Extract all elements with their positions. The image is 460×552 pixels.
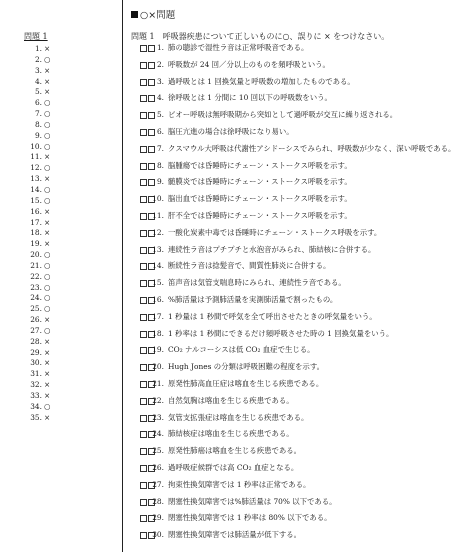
question-text: 肝不全では昏睡時にチェーン・ストークス呼吸を示す。: [168, 210, 352, 220]
answer-mark: ×: [44, 347, 51, 357]
answer-mark: ×: [44, 206, 51, 216]
answer-row: [18, 44, 118, 55]
question-text: 原発性肺癌は喀血を生じる疾患である。: [168, 446, 302, 456]
answer-row: [18, 337, 118, 348]
question-text: 笛声音は気管支喘息時にみられ、連続性ラ音である。: [168, 278, 346, 288]
question-text: CO₂ ナルコーシスは低 CO₂ 血症で生じる。: [168, 345, 315, 355]
answer-mark: ×: [44, 152, 51, 162]
answer-row: [18, 218, 118, 229]
answer-checkbox[interactable]: [140, 230, 147, 237]
question-number: 12.: [152, 227, 164, 237]
question-number: 11.: [152, 210, 164, 220]
question-text: 原発性肺高血圧症は喀血を生じる疾患である。: [168, 378, 324, 388]
answer-row: [18, 109, 118, 120]
question-text: 肺結核症は喀血を生じる疾患である。: [168, 429, 294, 439]
answer-row: [18, 315, 118, 326]
answer-number: 16.: [30, 206, 42, 216]
question-text: 呼吸数が 24 回／分以上のものを頻呼吸という。: [168, 59, 330, 69]
answer-mark: ○: [44, 109, 51, 119]
answer-number: 8.: [34, 119, 42, 129]
column-divider: [122, 0, 123, 552]
question-item: [131, 278, 457, 288]
answer-checkbox[interactable]: [140, 179, 147, 186]
answer-number: 25.: [30, 304, 42, 314]
answer-row: [18, 326, 118, 337]
answer-number: 29.: [30, 347, 42, 357]
question-number: 1.: [156, 43, 164, 52]
answer-mark: ○: [44, 271, 51, 281]
question-number: 23.: [152, 412, 164, 422]
answer-mark: ○: [44, 293, 51, 303]
answer-row: [18, 185, 118, 196]
answer-row: [18, 380, 118, 391]
answer-mark: ×: [44, 369, 51, 379]
answer-mark: ○: [44, 98, 51, 108]
answer-row: [18, 174, 118, 185]
answer-mark: ×: [44, 217, 51, 227]
question-item: [131, 379, 457, 389]
question-text: 閉塞性換気障害では 1 秒率は 80% 以下である。: [168, 513, 332, 523]
answer-number: 20.: [30, 250, 42, 260]
question-item: [131, 480, 457, 490]
question-number: 8.: [156, 160, 164, 170]
question-text: 気管支拡張症は喀血を生じる疾患である。: [168, 412, 309, 422]
answer-mark: ○: [44, 195, 51, 205]
question-number: 6.: [156, 126, 164, 136]
question-number: 14.: [152, 261, 164, 271]
question-item: [131, 77, 457, 87]
question-item: [131, 127, 457, 137]
answer-mark: ×: [44, 228, 51, 238]
black-square-icon: [131, 11, 138, 18]
question-number: 4.: [156, 93, 164, 103]
question-text: 肺の聴診で湿性ラ音は正常呼吸音である。: [168, 43, 309, 52]
question-text: ビオー呼吸は無呼吸期から突如として過呼吸が交互に繰り返される。: [168, 110, 398, 120]
answer-row: [18, 87, 118, 98]
answer-mark: ○: [44, 119, 51, 129]
question-list: [131, 43, 457, 547]
question-text: 脳圧亢進の場合は徐呼吸になり易い。: [168, 126, 294, 136]
answer-checkbox[interactable]: [140, 247, 147, 254]
answer-number: 35.: [30, 412, 42, 422]
answer-number: 26.: [30, 315, 42, 325]
answer-checkbox[interactable]: [140, 448, 147, 455]
answer-key-panel: [0, 0, 122, 552]
question-item: [131, 60, 457, 70]
answer-checkbox[interactable]: [140, 381, 147, 388]
question-item: [131, 144, 457, 154]
answer-checkbox[interactable]: [140, 196, 147, 203]
question-text: 髄膜炎では昏睡時にチェーン・ストークス呼吸を示す。: [168, 177, 352, 187]
answer-number: 22.: [30, 271, 42, 281]
question-item: [131, 396, 457, 406]
answer-number: 12.: [30, 163, 42, 173]
question-number: 25.: [152, 446, 164, 456]
question-text: 脳腫瘍では昏睡時にチェーン・ストークス呼吸を示す。: [168, 160, 352, 170]
question-number: 3.: [156, 76, 164, 86]
answer-number: 11.: [30, 152, 42, 162]
answer-checkbox[interactable]: [140, 45, 147, 52]
answer-mark: ×: [44, 412, 51, 422]
question-item: [131, 194, 457, 204]
answer-checkbox[interactable]: [140, 263, 147, 270]
question-item: [131, 43, 457, 53]
question-number: 17.: [152, 311, 164, 321]
answer-checkbox[interactable]: [140, 112, 147, 119]
answer-number: 33.: [30, 391, 42, 400]
answer-number: 2.: [34, 54, 42, 64]
answer-number: 3.: [34, 65, 42, 75]
answer-row: [18, 413, 118, 424]
answer-number: 7.: [34, 109, 42, 119]
answer-mark: ×: [44, 239, 51, 249]
question-number: 13.: [152, 244, 164, 254]
answer-mark: ×: [44, 358, 51, 368]
answer-mark: ○: [44, 325, 51, 335]
answer-number: 9.: [34, 130, 42, 140]
answer-row: [18, 250, 118, 261]
answer-checkbox[interactable]: [140, 431, 147, 438]
question-item: [131, 228, 457, 238]
answer-number: 10.: [30, 141, 42, 151]
answer-mark: ○: [44, 130, 51, 140]
answer-checkbox[interactable]: [140, 213, 147, 220]
question-item: [131, 513, 457, 523]
answer-checkbox[interactable]: [140, 79, 147, 86]
answer-number: 5.: [34, 87, 42, 97]
answer-mark: ○: [44, 304, 51, 314]
question-number: 5.: [156, 110, 164, 120]
question-number: 18.: [152, 328, 164, 338]
question-text: Hugh Jones の分類は呼吸困難の程度を示す。: [168, 362, 325, 372]
answer-mark: ○: [44, 260, 51, 270]
answer-mark: ×: [44, 315, 51, 325]
answer-row: [18, 358, 118, 369]
answer-mark: ○: [44, 401, 51, 411]
answer-number: 17.: [30, 217, 42, 227]
answer-checkbox[interactable]: [140, 347, 147, 354]
answer-checkbox[interactable]: [140, 364, 147, 371]
question-text: 過呼吸症候群では高 CO₂ 血症となる。: [168, 462, 299, 472]
answer-checkbox[interactable]: [140, 280, 147, 287]
answer-number: 28.: [30, 336, 42, 346]
question-number: 29.: [152, 513, 164, 523]
question-item: [131, 261, 457, 271]
question-item: [131, 161, 457, 171]
answer-checkbox[interactable]: [140, 482, 147, 489]
answer-row: [18, 293, 118, 304]
answer-checkbox[interactable]: [140, 515, 147, 522]
question-item: [131, 177, 457, 187]
answer-checkbox[interactable]: [140, 314, 147, 321]
question-item: [131, 413, 457, 423]
question-item: [131, 93, 457, 103]
question-number: 28.: [152, 496, 164, 506]
question-number: 30.: [152, 530, 164, 540]
answer-mark: ○: [44, 141, 51, 151]
question-text: 徐呼吸とは 1 分間に 10 回以下の呼吸数をいう。: [168, 93, 332, 103]
question-text: 1 秒量は 1 秒間で呼気を全て呼出させたときの呼気量をいう。: [168, 311, 377, 321]
question-item: [131, 211, 457, 221]
question-text: 過呼吸とは 1 回換気量と呼吸数の増加したものである。: [168, 76, 355, 86]
answer-row: [18, 239, 118, 250]
answer-number: 21.: [30, 260, 42, 270]
answer-mark: ○: [44, 184, 51, 194]
question-item: [131, 295, 457, 305]
answer-mark: ×: [44, 87, 51, 97]
answer-row: [18, 142, 118, 153]
question-number: 19.: [152, 345, 164, 355]
answer-checkbox[interactable]: [140, 532, 147, 539]
answer-row: [18, 261, 118, 272]
answer-number: 18.: [30, 228, 42, 238]
question-number: 16.: [152, 294, 164, 304]
answer-number: 31.: [30, 369, 42, 379]
section-header: [131, 7, 175, 21]
answer-row: [18, 402, 118, 413]
answer-number: 6.: [34, 98, 42, 108]
answer-number: 34.: [30, 401, 42, 411]
question-number: 7.: [156, 143, 164, 153]
question-item: [131, 530, 457, 540]
answer-checkbox[interactable]: [140, 95, 147, 102]
answer-row: [18, 98, 118, 109]
question-text: 断続性ラ音は捻髪音で、間質性肺炎に合併する。: [168, 261, 331, 271]
answer-number: 27.: [30, 325, 42, 335]
answer-row: [18, 55, 118, 66]
question-item: [131, 110, 457, 120]
answer-key-list: [18, 44, 118, 424]
question-text: 自然気胸は喀血を生じる疾患である。: [168, 395, 294, 405]
answer-mark: ○: [44, 250, 51, 260]
question-number: 27.: [152, 479, 164, 489]
answer-mark: ×: [44, 174, 51, 184]
answer-mark: ×: [44, 336, 51, 346]
answer-row: [18, 163, 118, 174]
answer-row: [18, 152, 118, 163]
question-title: 問題 1 呼吸器疾患について正しいものに○、誤りに × をつけなさい。: [131, 32, 390, 41]
answer-mark: ×: [44, 380, 51, 390]
answer-row: [18, 369, 118, 380]
answer-row: [18, 207, 118, 218]
answer-row: [18, 77, 118, 88]
answer-row: [18, 120, 118, 131]
question-number: 20.: [152, 362, 164, 372]
answer-row: [18, 66, 118, 77]
answer-row: [18, 283, 118, 294]
question-item: [131, 429, 457, 439]
question-item: [131, 245, 457, 255]
answer-mark: ×: [44, 44, 51, 53]
answer-row: [18, 228, 118, 239]
question-text: 閉塞性換気障害では%肺活量は 70% 以下である。: [168, 496, 337, 506]
question-item: [131, 312, 457, 322]
answer-mark: ×: [44, 76, 51, 86]
answer-row: [18, 272, 118, 283]
question-text: クスマウル大呼吸は代謝性アシドーシスでみられ、呼吸数が少なく、深い呼吸である。: [168, 143, 456, 153]
answer-checkbox[interactable]: [140, 62, 147, 69]
answer-number: 13.: [30, 174, 42, 184]
question-item: [131, 362, 457, 372]
question-number: 22.: [152, 395, 164, 405]
answer-number: 23.: [30, 282, 42, 292]
question-text: 一酸化炭素中毒では昏睡時にチェーン・ストークス呼吸を示す。: [168, 227, 382, 237]
answer-key-title: 問題 1: [24, 32, 48, 41]
answer-checkbox[interactable]: [140, 163, 147, 170]
answer-number: 19.: [30, 239, 42, 249]
answer-row: [18, 391, 118, 402]
answer-checkbox[interactable]: [140, 129, 147, 136]
question-panel: [131, 0, 457, 552]
answer-number: 24.: [30, 293, 42, 303]
question-text: 拘束性換気障害では 1 秒率は正常である。: [168, 479, 311, 489]
answer-mark: ○: [44, 282, 51, 292]
question-text: 脳出血では昏睡時にチェーン・ストークス呼吸を示す。: [168, 194, 352, 204]
answer-row: [18, 304, 118, 315]
section-header-text: ○×問題: [140, 10, 176, 21]
answer-mark: ×: [44, 391, 51, 400]
answer-mark: ×: [44, 65, 51, 75]
answer-checkbox[interactable]: [140, 297, 147, 304]
question-item: [131, 329, 457, 339]
answer-number: 32.: [30, 380, 42, 390]
answer-number: 30.: [30, 358, 42, 368]
question-text: 1 秒率は 1 秒間にできるだけ頻呼吸させた時の 1 回換気量をいう。: [168, 328, 394, 338]
answer-number: 15.: [30, 195, 42, 205]
answer-row: [18, 131, 118, 142]
question-item: [131, 463, 457, 473]
answer-checkbox[interactable]: [140, 415, 147, 422]
question-number: 26.: [152, 462, 164, 472]
question-number: 9.: [156, 177, 164, 187]
answer-number: 1.: [34, 44, 42, 53]
answer-checkbox[interactable]: [140, 499, 147, 506]
question-item: [131, 345, 457, 355]
answer-mark: ○: [44, 163, 51, 173]
answer-checkbox[interactable]: [140, 331, 147, 338]
question-item: [131, 446, 457, 456]
question-number: 24.: [152, 429, 164, 439]
question-number: 2.: [156, 59, 164, 69]
answer-row: [18, 196, 118, 207]
answer-mark: ○: [44, 54, 51, 64]
answer-number: 14.: [30, 184, 42, 194]
question-text: %肺活量は予測肺活量を実測肺活量で割ったもの。: [168, 294, 338, 304]
answer-checkbox[interactable]: [140, 146, 147, 153]
answer-number: 4.: [34, 76, 42, 86]
answer-row: [18, 348, 118, 359]
answer-checkbox[interactable]: [140, 398, 147, 405]
question-number: 10.: [152, 194, 164, 204]
question-text: 連続性ラ音はプチプチと水泡音がみられ、肺結核に合併する。: [168, 244, 376, 254]
question-item: [131, 497, 457, 507]
question-number: 15.: [152, 278, 164, 288]
question-text: 閉塞性換気障害では肺活量が低下する。: [168, 530, 302, 540]
answer-checkbox[interactable]: [140, 465, 147, 472]
question-number: 21.: [152, 378, 164, 388]
